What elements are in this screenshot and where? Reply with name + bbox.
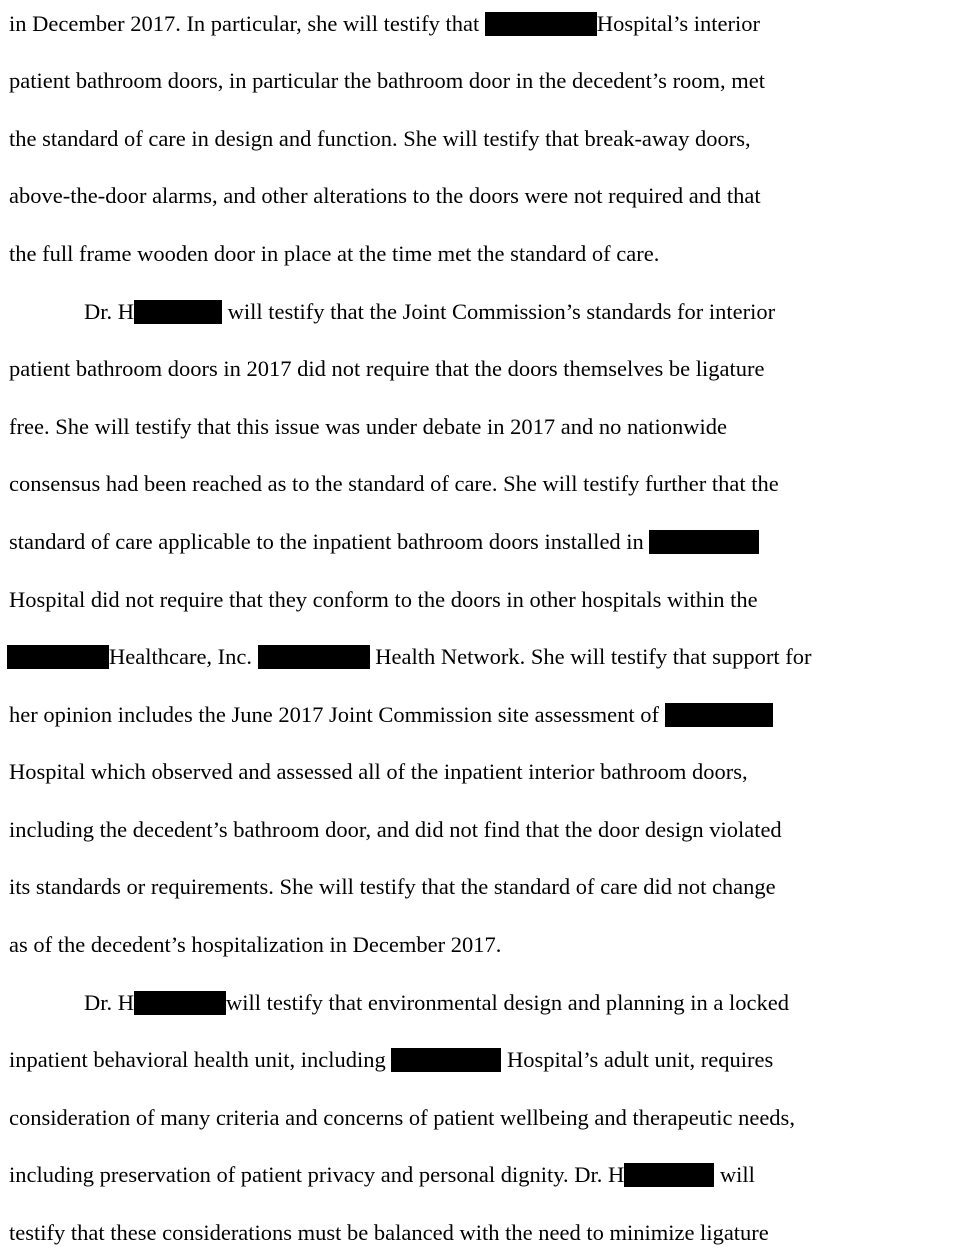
text-line <box>84 989 789 1017</box>
text-run: Healthcare, Inc. <box>109 644 258 669</box>
text-run: Health Network. She will testify that support for <box>369 644 812 669</box>
text-line: the full frame wooden door in place at the time met the standard of care. <box>9 241 660 266</box>
text-line: as of the decedent’s hospitalization in December 2017. <box>9 932 502 957</box>
text-run: will <box>714 1162 755 1187</box>
text-run: Dr. H <box>84 299 134 324</box>
redaction-box <box>624 1163 714 1187</box>
text-run: in December 2017. In particular, she will testify that <box>9 11 485 36</box>
text-line: consensus had been reached as to the standard of care. She will testify further that the <box>9 471 779 496</box>
text-line: Hospital which observed and assessed all of the inpatient interior bathroom doors, <box>9 759 748 784</box>
redaction-box <box>258 645 370 669</box>
text-line: Hospital did not require that they conform to the doors in other hospitals within the <box>9 587 758 612</box>
text-run: Hospital’s adult unit, requires <box>501 1047 774 1072</box>
text-line: the standard of care in design and function. She will testify that break-away doors, <box>9 126 751 151</box>
redaction-box <box>134 300 222 324</box>
text-line: free. She will testify that this issue was under debate in 2017 and no nationwide <box>9 414 727 439</box>
redaction-box <box>7 645 109 669</box>
text-line: patient bathroom doors in 2017 did not require that the doors themselves be ligature <box>9 356 765 381</box>
text-run: including preservation of patient privacy and personal dignity. Dr. H <box>9 1162 625 1187</box>
text-line <box>9 10 760 38</box>
text-line: including the decedent’s bathroom door, and did not find that the door design violated <box>9 817 782 842</box>
text-run: will testify that environmental design and planning in a locked <box>226 990 789 1015</box>
text-line: patient bathroom doors, in particular the bathroom door in the decedent’s room, met <box>9 68 766 93</box>
text-line: its standards or requirements. She will testify that the standard of care did not change <box>9 874 776 899</box>
text-run: inpatient behavioral health unit, including <box>9 1047 392 1072</box>
redaction-box <box>485 12 597 36</box>
text-run: will testify that the Joint Commission’s standards for interior <box>222 299 776 324</box>
text-line <box>9 1046 773 1074</box>
redaction-box <box>649 530 759 554</box>
text-line <box>7 643 811 671</box>
text-line: consideration of many criteria and concerns of patient wellbeing and therapeutic needs, <box>9 1105 795 1130</box>
text-line <box>84 298 775 326</box>
text-run: her opinion includes the June 2017 Joint Commission site assessment of <box>9 702 665 727</box>
redaction-box <box>391 1048 501 1072</box>
text-line <box>9 1161 755 1189</box>
text-run: Dr. H <box>84 990 134 1015</box>
redaction-box <box>665 703 773 727</box>
text-line: above-the-door alarms, and other alterations to the doors were not required and that <box>9 183 761 208</box>
text-run: Hospital’s interior <box>596 11 760 36</box>
text-line <box>9 528 759 556</box>
text-line <box>9 701 773 729</box>
text-run: standard of care applicable to the inpatient bathroom doors installed in <box>9 529 650 554</box>
text-line: testify that these considerations must be balanced with the need to minimize ligature <box>9 1220 769 1245</box>
redaction-box <box>134 991 226 1015</box>
